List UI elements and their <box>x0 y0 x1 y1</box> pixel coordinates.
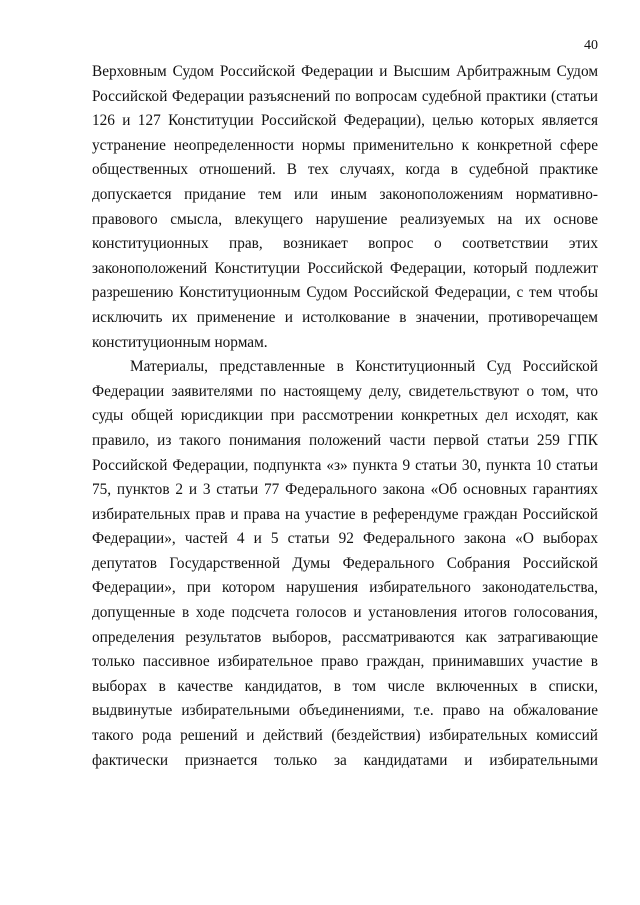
text-line: допущенные в ходе подсчета голосов и установления итогов голосования, <box>92 604 598 622</box>
text-line: депутатов Государственной Думы Федерального Собрания Российской <box>92 554 598 572</box>
text-line: определения результатов выборов, рассматриваются как затрагивающие <box>92 628 598 646</box>
page-number: 40 <box>584 38 598 53</box>
text-line: 126 и 127 Конституции Российской Федерации), целью которых является <box>92 112 598 130</box>
text-line: только пассивное избирательное право граждан, принимавших участие в <box>92 653 598 671</box>
text-line: устранение неопределенности нормы применительно к конкретной сфере <box>92 136 598 154</box>
text-line: правило, из такого понимания положений части первой статьи 259 ГПК <box>92 431 598 449</box>
text-line: Федерации», при котором нарушения избирательного законодательства, <box>92 579 598 597</box>
text-line: Верховным Судом Российской Федерации и Высшим Арбитражным Судом <box>92 63 598 80</box>
paragraph <box>92 60 598 355</box>
text-line: суды общей юрисдикции при рассмотрении конкретных дел исходят, как <box>92 407 598 425</box>
text-line: Российской Федерации разъяснений по вопросам судебной практики (статьи <box>92 87 598 105</box>
text-line: правового смысла, влекущего нарушение реализуемых на их основе <box>92 210 598 228</box>
document-body <box>92 60 598 773</box>
text-line: 75, пунктов 2 и 3 статьи 77 Федерального закона «Об основных гарантиях <box>92 481 598 499</box>
text-line: такого рода решений и действий (бездействия) избирательных комиссий <box>92 727 598 745</box>
text-line: выдвинутые избирательными объединениями, т.е. право на обжалование <box>92 702 598 720</box>
text-line: фактически признается только за кандидатами и избирательными <box>92 751 598 769</box>
text-line: избирательных прав и права на участие в референдуме граждан Российской <box>92 505 598 523</box>
text-line: разрешению Конституционным Судом Российской Федерации, с тем чтобы <box>92 284 598 302</box>
text-line: конституционным нормам. <box>92 333 268 351</box>
text-line: допускается придание тем или иным законоположениям нормативно- <box>92 185 598 203</box>
text-line: исключить их применение и истолкование в значении, противоречащем <box>92 308 598 326</box>
text-line: Российской Федерации, подпункта «з» пункта 9 статьи 30, пункта 10 статьи <box>92 456 598 474</box>
text-line: Материалы, представленные в Конституционный Суд Российской <box>130 358 598 376</box>
text-line: Федерации заявителями по настоящему делу, свидетельствуют о том, что <box>92 382 598 400</box>
paragraph <box>92 355 598 773</box>
text-line: Федерации», частей 4 и 5 статьи 92 Федерального закона «О выборах <box>92 530 598 548</box>
text-line: конституционных прав, возникает вопрос о соответствии этих <box>92 235 598 253</box>
text-line: общественных отношений. В тех случаях, когда в судебной практике <box>92 161 598 179</box>
text-line: выборах в качестве кандидатов, в том числе включенных в списки, <box>92 677 598 695</box>
text-line: законоположений Конституции Российской Федерации, который подлежит <box>92 259 598 277</box>
